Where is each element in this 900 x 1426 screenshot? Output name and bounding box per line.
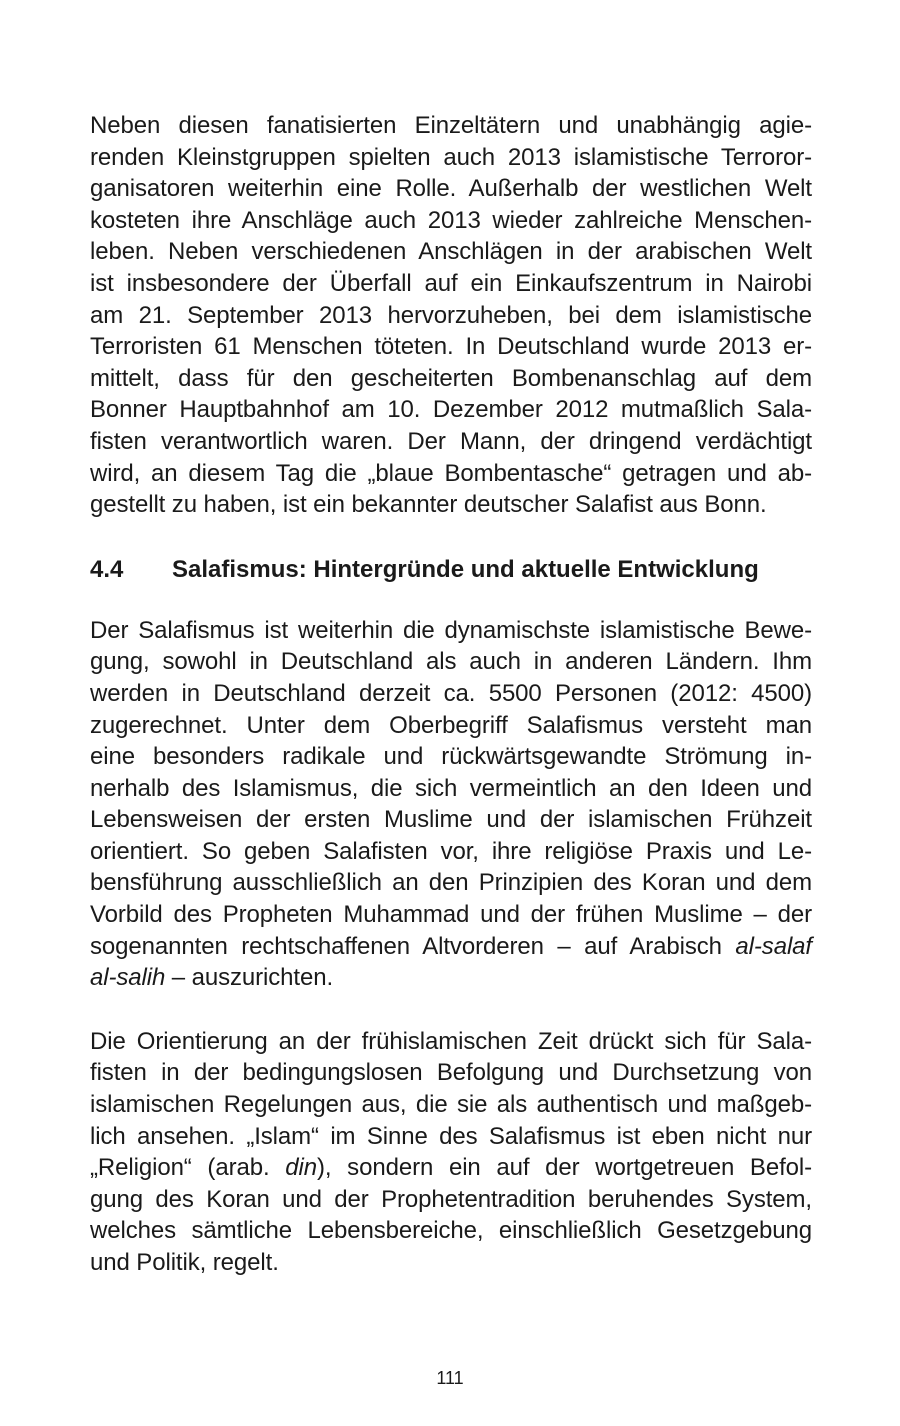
text-line: islamischen Regelungen aus, die sie als authentisch und maßgeb- xyxy=(90,1091,812,1119)
paragraph-terror-organisations xyxy=(90,110,812,521)
text-fragment: – auszurichten. xyxy=(165,964,334,992)
text-line: wird, an diesem Tag die „blaue Bombentasche“ getragen und ab- xyxy=(90,459,812,487)
text-fragment: sogenannten rechtschaffenen Altvorderen – auf Arabisch xyxy=(90,932,736,960)
text-line: gung des Koran und der Prophetentradition beruhendes System, xyxy=(90,1185,812,1213)
page-number: 111 xyxy=(436,1368,464,1388)
text-line: leben. Neben verschiedenen Anschlägen in der arabischen Welt xyxy=(90,238,812,266)
paragraph-salafism-orientation xyxy=(90,1026,812,1279)
paragraph-salafism-definition xyxy=(90,615,812,994)
italic-term: al-salih xyxy=(90,964,166,992)
text-line: renden Kleinstgruppen spielten auch 2013 islamistische Terroror- xyxy=(90,143,812,171)
text-line: Neben diesen fanatisierten Einzeltätern und unabhängig agie- xyxy=(90,112,812,139)
text-line: bensführung ausschließlich an den Prinzipien des Koran und dem xyxy=(90,869,812,897)
text-line: Die Orientierung an der frühislamischen Zeit drückt sich für Sala- xyxy=(90,1027,812,1055)
text-line: und Politik, regelt. xyxy=(90,1249,279,1276)
italic-term: al-salaf xyxy=(735,932,812,960)
text-line xyxy=(90,962,812,994)
text-line xyxy=(90,1152,812,1184)
text-fragment: „Religion“ (arab. xyxy=(90,1154,286,1182)
text-line xyxy=(90,931,812,963)
text-line: Terroristen 61 Menschen töteten. In Deutschland wurde 2013 er- xyxy=(90,333,812,361)
section-number: 4.4 xyxy=(90,555,124,583)
section-heading xyxy=(90,553,812,587)
text-line: werden in Deutschland derzeit ca. 5500 Personen (2012: 4500) xyxy=(90,679,812,707)
text-line: Vorbild des Propheten Muhammad und der frühen Muslime – der xyxy=(90,901,812,929)
text-line: zugerechnet. Unter dem Oberbegriff Salafismus versteht man xyxy=(90,711,812,739)
text-line: gung, sowohl in Deutschland als auch in anderen Ländern. Ihm xyxy=(90,648,812,676)
text-line: kosteten ihre Anschläge auch 2013 wieder zahlreiche Menschen- xyxy=(90,206,812,234)
text-line: orientiert. So geben Salafisten vor, ihre religiöse Praxis und Le- xyxy=(90,837,812,865)
text-line: welches sämtliche Lebensbereiche, einschließlich Gesetzgebung xyxy=(90,1217,812,1245)
text-line: eine besonders radikale und rückwärtsgewandte Strömung in- xyxy=(90,743,812,771)
text-line: Lebensweisen der ersten Muslime und der islamischen Frühzeit xyxy=(90,806,812,834)
text-line: nerhalb des Islamismus, die sich vermeintlich an den Ideen und xyxy=(90,774,812,802)
page-body xyxy=(90,110,812,1311)
italic-term: din xyxy=(285,1154,317,1182)
text-line: fisten verantwortlich waren. Der Mann, der dringend verdächtigt xyxy=(90,427,812,455)
text-line: lich ansehen. „Islam“ im Sinne des Salafismus ist eben nicht nur xyxy=(90,1122,812,1150)
text-fragment: ), sondern ein auf der wortgetreuen Befol- xyxy=(317,1154,813,1182)
text-line: ganisatoren weiterhin eine Rolle. Außerhalb der westlichen Welt xyxy=(90,175,812,203)
text-line: gestellt zu haben, ist ein bekannter deutscher Salafist aus Bonn. xyxy=(90,491,767,519)
text-line: ist insbesondere der Überfall auf ein Einkaufszentrum in Nairobi xyxy=(90,269,812,297)
section-title: Salafismus: Hintergründe und aktuelle Entwicklung xyxy=(172,555,759,583)
text-line: fisten in der bedingungslosen Befolgung und Durchsetzung von xyxy=(90,1059,812,1087)
text-line: mittelt, dass für den gescheiterten Bombenanschlag auf dem xyxy=(90,364,812,392)
text-line: Bonner Hauptbahnhof am 10. Dezember 2012 mutmaßlich Sala- xyxy=(90,396,812,424)
text-line: Der Salafismus ist weiterhin die dynamischste islamistische Bewe- xyxy=(90,616,812,644)
text-line: am 21. September 2013 hervorzuheben, bei dem islamistische xyxy=(90,301,812,329)
